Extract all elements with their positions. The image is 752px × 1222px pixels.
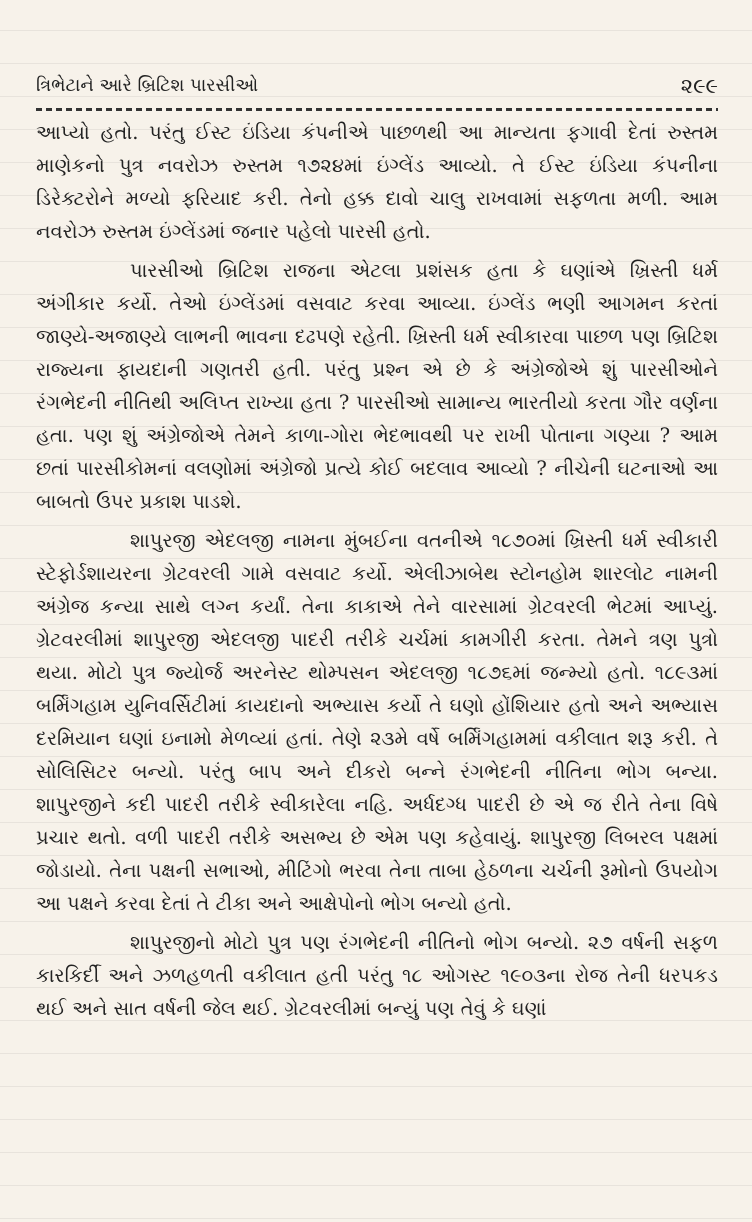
header-rule [36, 108, 718, 111]
page-header [36, 72, 718, 116]
book-page [36, 72, 718, 1172]
paragraph-3: શાપુરજી એદલજી નામના મુંબઈના વતનીએ ૧૮૭૦માં ખ્રિસ્તી ધર્મ સ્વીકારી સ્ટેફોર્ડશાયરના ગ્રેટવરલી ગામે વસવાટ કર્યો. એલીઝાબેથ સ્ટોનહોમ શારલોટ નામની અંગ્રેજ કન્યા સાથે લગ્ન કર્યાં. તેના કાકાએ તેને વારસામાં ગ્રેટવરલી ભેટમાં આપ્યું. ગ્રેટવરલીમાં શાપુરજી એદલજી પાદરી તરીકે ચર્ચમાં કામગીરી કરતા. તેમને ત્રણ પુત્રો થયા. મોટો પુત્ર જ્યોર્જ અરનેસ્ટ થોમ્પસન એદલજી ૧૮૭૬માં જન્મ્યો હતો. ૧૮૯૩માં બર્મિંગહામ યુનિવર્સિટીમાં કાયદાનો અભ્યાસ કર્યો તે ઘણો હોંશિયાર હતો અને અભ્યાસ દરમિયાન ઘણાં ઇનામો મેળવ્યાં હતાં. તેણે ૨૩મે વર્ષે બર્મિંગહામમાં વકીલાત શરૂ કરી. તે સોલિસિટર બન્યો. પરંતુ બાપ અને દીકરો બન્ને રંગભેદની નીતિના ભોગ બન્યા. શાપુરજીને કદી પાદરી તરીકે સ્વીકારેલા નહિ. અર્ધદગ્ધ પાદરી છે એ જ રીતે તેના વિષે પ્રચાર થતો. વળી પાદરી તરીકે અસભ્ય છે એમ પણ કહેવાયું. શાપુરજી લિબરલ પક્ષમાં જોડાયો. તેના પક્ષની સભાઓ, મીટિંગો ભરવા તેના તાબા હેઠળના ચર્ચની રૂમોનો ઉપયોગ આ પક્ષને કરવા દેતાં તે ટીકા અને આક્ષેપોનો ભોગ બન્યો હતો. [36, 529, 718, 915]
page-number: ૨૯૯ [680, 74, 718, 98]
running-head-title: ત્રિભેટાને આરે બ્રિટિશ પારસીઓ [36, 75, 259, 96]
paragraph-1: આપ્યો હતો. પરંતુ ઈસ્ટ ઇંડિયા કંપનીએ પાછળથી આ માન્યતા ફગાવી દેતાં રુસ્તમ માણેકનો પુત્ર નવરોઝ રુસ્તમ ૧૭૨૪માં ઇંગ્લેંડ આવ્યો. તે ઈસ્ટ ઇંડિયા કંપનીના ડિરેક્ટરોને મળ્યો ફરિયાદ કરી. તેનો હક્ક દાવો ચાલુ રાખવામાં સફળતા મળી. આમ નવરોઝ રુસ્તમ ઇંગ્લેંડમાં જનાર પહેલો પારસી હતો. [36, 121, 718, 243]
paragraph-2: પારસીઓ બ્રિટિશ રાજના એટલા પ્રશંસક હતા કે ઘણાંએ ખ્રિસ્તી ધર્મ અંગીકાર કર્યો. તેઓ ઇંગ્લેંડમાં વસવાટ કરવા આવ્યા. ઇંગ્લેંડ ભણી આગમન કરતાં જાણ્યે-અજાણ્યે લાભની ભાવના દઢપણે રહેતી. ખ્રિસ્તી ધર્મ સ્વીકારવા પાછળ પણ બ્રિટિશ રાજ્યના ફાયદાની ગણતરી હતી. પરંતુ પ્રશ્ન એ છે કે અંગ્રેજોએ શું પારસીઓને રંગભેદની નીતિથી અલિપ્ત રાખ્યા હતા ? પારસીઓ સામાન્ય ભારતીયો કરતા ગૌર વર્ણના હતા. પણ શું અંગ્રેજોએ તેમને કાળા-ગોરા ભેદભાવથી પર રાખી પોતાના ગણ્યા ? આમ છતાં પારસીકોમનાં વલણોમાં અંગ્રેજો પ્રત્યે કોઈ બદલાવ આવ્યો ? નીચેની ઘટનાઓ આ બાબતો ઉપર પ્રકાશ પાડશે. [36, 259, 718, 513]
paragraph-4: શાપુરજીનો મોટો પુત્ર પણ રંગભેદની નીતિનો ભોગ બન્યો. ૨૭ વર્ષની સફળ કારકિર્દી અને ઝળહળતી વકીલાત હતી પરંતુ ૧૮ ઓગસ્ટ ૧૯૦૩ના રોજ તેની ધરપકડ થઈ અને સાત વર્ષની જેલ થઈ. ગ્રેટવરલીમાં બન્યું પણ તેવું કે ઘણાં [36, 931, 718, 1020]
page-body [36, 116, 718, 1025]
